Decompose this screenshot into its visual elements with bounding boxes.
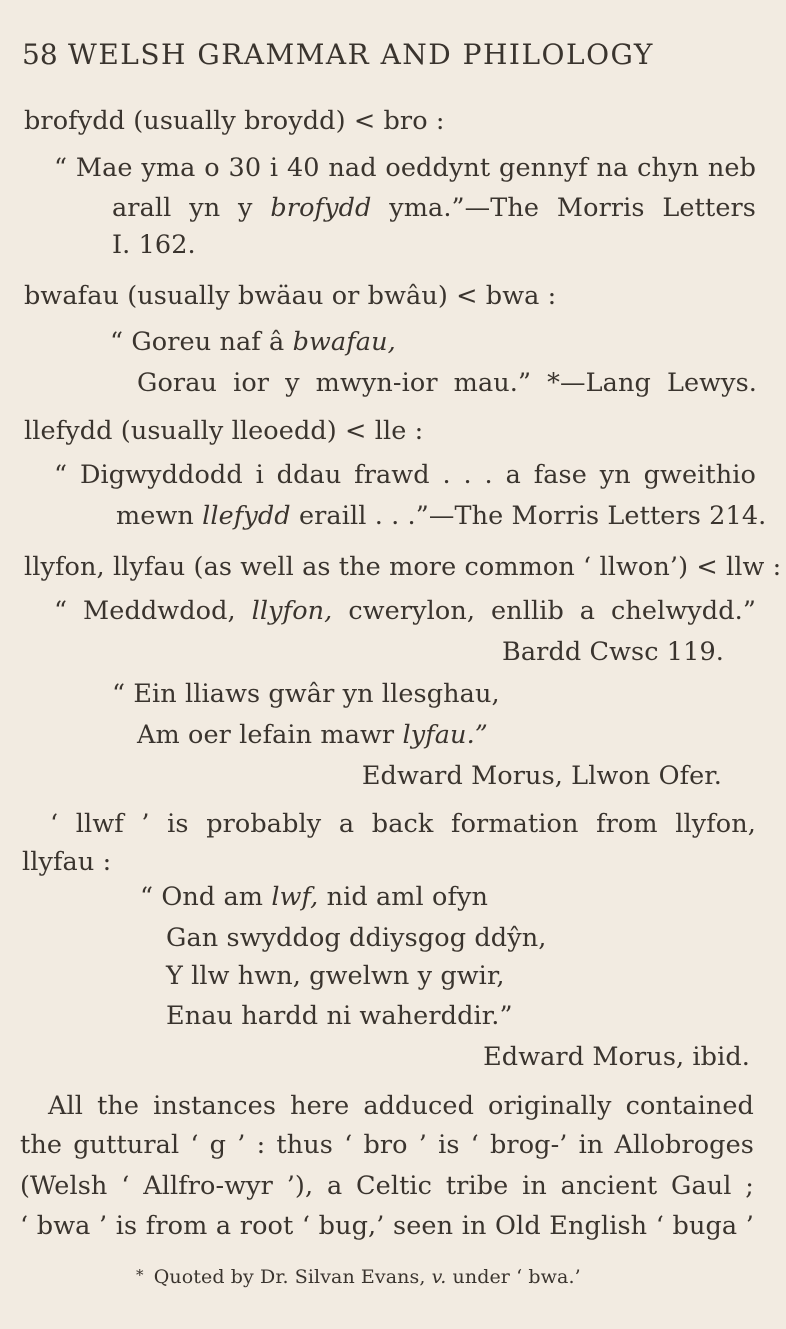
verse-text: Am oer lefain mawr — [137, 720, 395, 750]
quote-text: arall yn y — [112, 193, 253, 223]
footnote-marker: * — [136, 1266, 144, 1284]
headword-llefydd: llefydd (usually lleoedd) < lle : — [24, 416, 424, 446]
verse-text: “ Goreu naf â — [110, 327, 285, 357]
footnote — [136, 1258, 581, 1294]
headword-brofydd: brofydd (usually broydd) < bro : — [24, 106, 445, 136]
verse-italic-word: bwafau, — [292, 327, 396, 357]
verse-italic-word: lwf, — [271, 882, 319, 912]
running-title: WELSH GRAMMAR AND PHILOLOGY — [68, 38, 654, 71]
quote-text: eraill . . .”—The Morris Letters 214. — [298, 501, 767, 531]
quote-italic-word: brofydd — [270, 193, 372, 223]
verse-bwafau-line-2: Gorau ior y mwyn-ior mau.” *—Lang Lewys. — [137, 368, 757, 398]
paragraph-llwf-line-1: ‘ llwf ’ is probably a back formation from llyfon, — [50, 809, 756, 839]
verse-llyfon-line-1: “ Ein lliaws gwâr yn llesghau, — [112, 679, 500, 709]
source-llwf: Edward Morus, ibid. — [483, 1042, 750, 1072]
quote-text: “ Meddwdod, — [54, 596, 236, 626]
verse-bwafau-line-1 — [110, 325, 396, 359]
verse-llwf-line-2: Gan swyddog ddiysgog ddŷn, — [166, 923, 547, 953]
closing-line-1: All the instances here adduced originally contained — [48, 1091, 754, 1121]
closing-line-4: ‘ bwa ’ is from a root ‘ bug,’ seen in Old English ‘ buga ’ — [20, 1211, 754, 1241]
headword-llyfon: llyfon, llyfau (as well as the more common ‘ llwon’) < llw : — [24, 552, 782, 582]
quote-llyfon-line-1 — [54, 594, 756, 628]
quote-brofydd-line-3: I. 162. — [112, 230, 196, 260]
quote-text: mewn — [116, 501, 194, 531]
paragraph-llwf-line-2: llyfau : — [22, 847, 112, 877]
closing-line-2: the guttural ‘ g ’ : thus ‘ bro ’ is ‘ brog-’ in Allobroges — [20, 1130, 754, 1160]
source-llyfon-2: Edward Morus, Llwon Ofer. — [361, 761, 722, 791]
footnote-text: under ‘ bwa.’ — [452, 1266, 581, 1288]
quote-text: cwerylon, enllib a chelwydd.” — [348, 596, 756, 626]
footnote-italic: v. — [431, 1266, 447, 1288]
quote-llefydd-line-1: “ Digwyddodd i ddau frawd . . . a fase yn gweithio — [54, 460, 756, 490]
closing-line-3: (Welsh ‘ Allfro-wyr ’), a Celtic tribe in ancient Gaul ; — [20, 1171, 754, 1201]
quote-italic-word: llefydd — [202, 501, 291, 531]
verse-italic-word: lyfau.” — [402, 720, 488, 750]
running-header — [22, 38, 654, 72]
quote-llefydd-line-2 — [116, 499, 767, 533]
quote-text: yma.”—The Morris Letters — [389, 193, 756, 223]
quote-italic-word: llyfon, — [251, 596, 333, 626]
verse-llwf-line-4: Enau hardd ni waherddir.” — [166, 1001, 513, 1031]
verse-llwf-line-1 — [140, 880, 488, 914]
source-llyfon-1: Bardd Cwsc 119. — [502, 637, 724, 667]
verse-text: nid aml ofyn — [326, 882, 489, 912]
footnote-text: Quoted by Dr. Silvan Evans, — [153, 1266, 426, 1288]
page-number: 58 — [22, 38, 58, 71]
verse-llwf-line-3: Y llw hwn, gwelwn y gwir, — [166, 961, 505, 991]
quote-brofydd-line-1: “ Mae yma o 30 i 40 nad oeddynt gennyf na chyn neb — [54, 153, 756, 183]
verse-text: “ Ond am — [140, 882, 264, 912]
quote-brofydd-line-2 — [112, 191, 756, 225]
verse-llyfon-line-2 — [137, 718, 488, 752]
headword-bwafau: bwafau (usually bwäau or bwâu) < bwa : — [24, 281, 557, 311]
